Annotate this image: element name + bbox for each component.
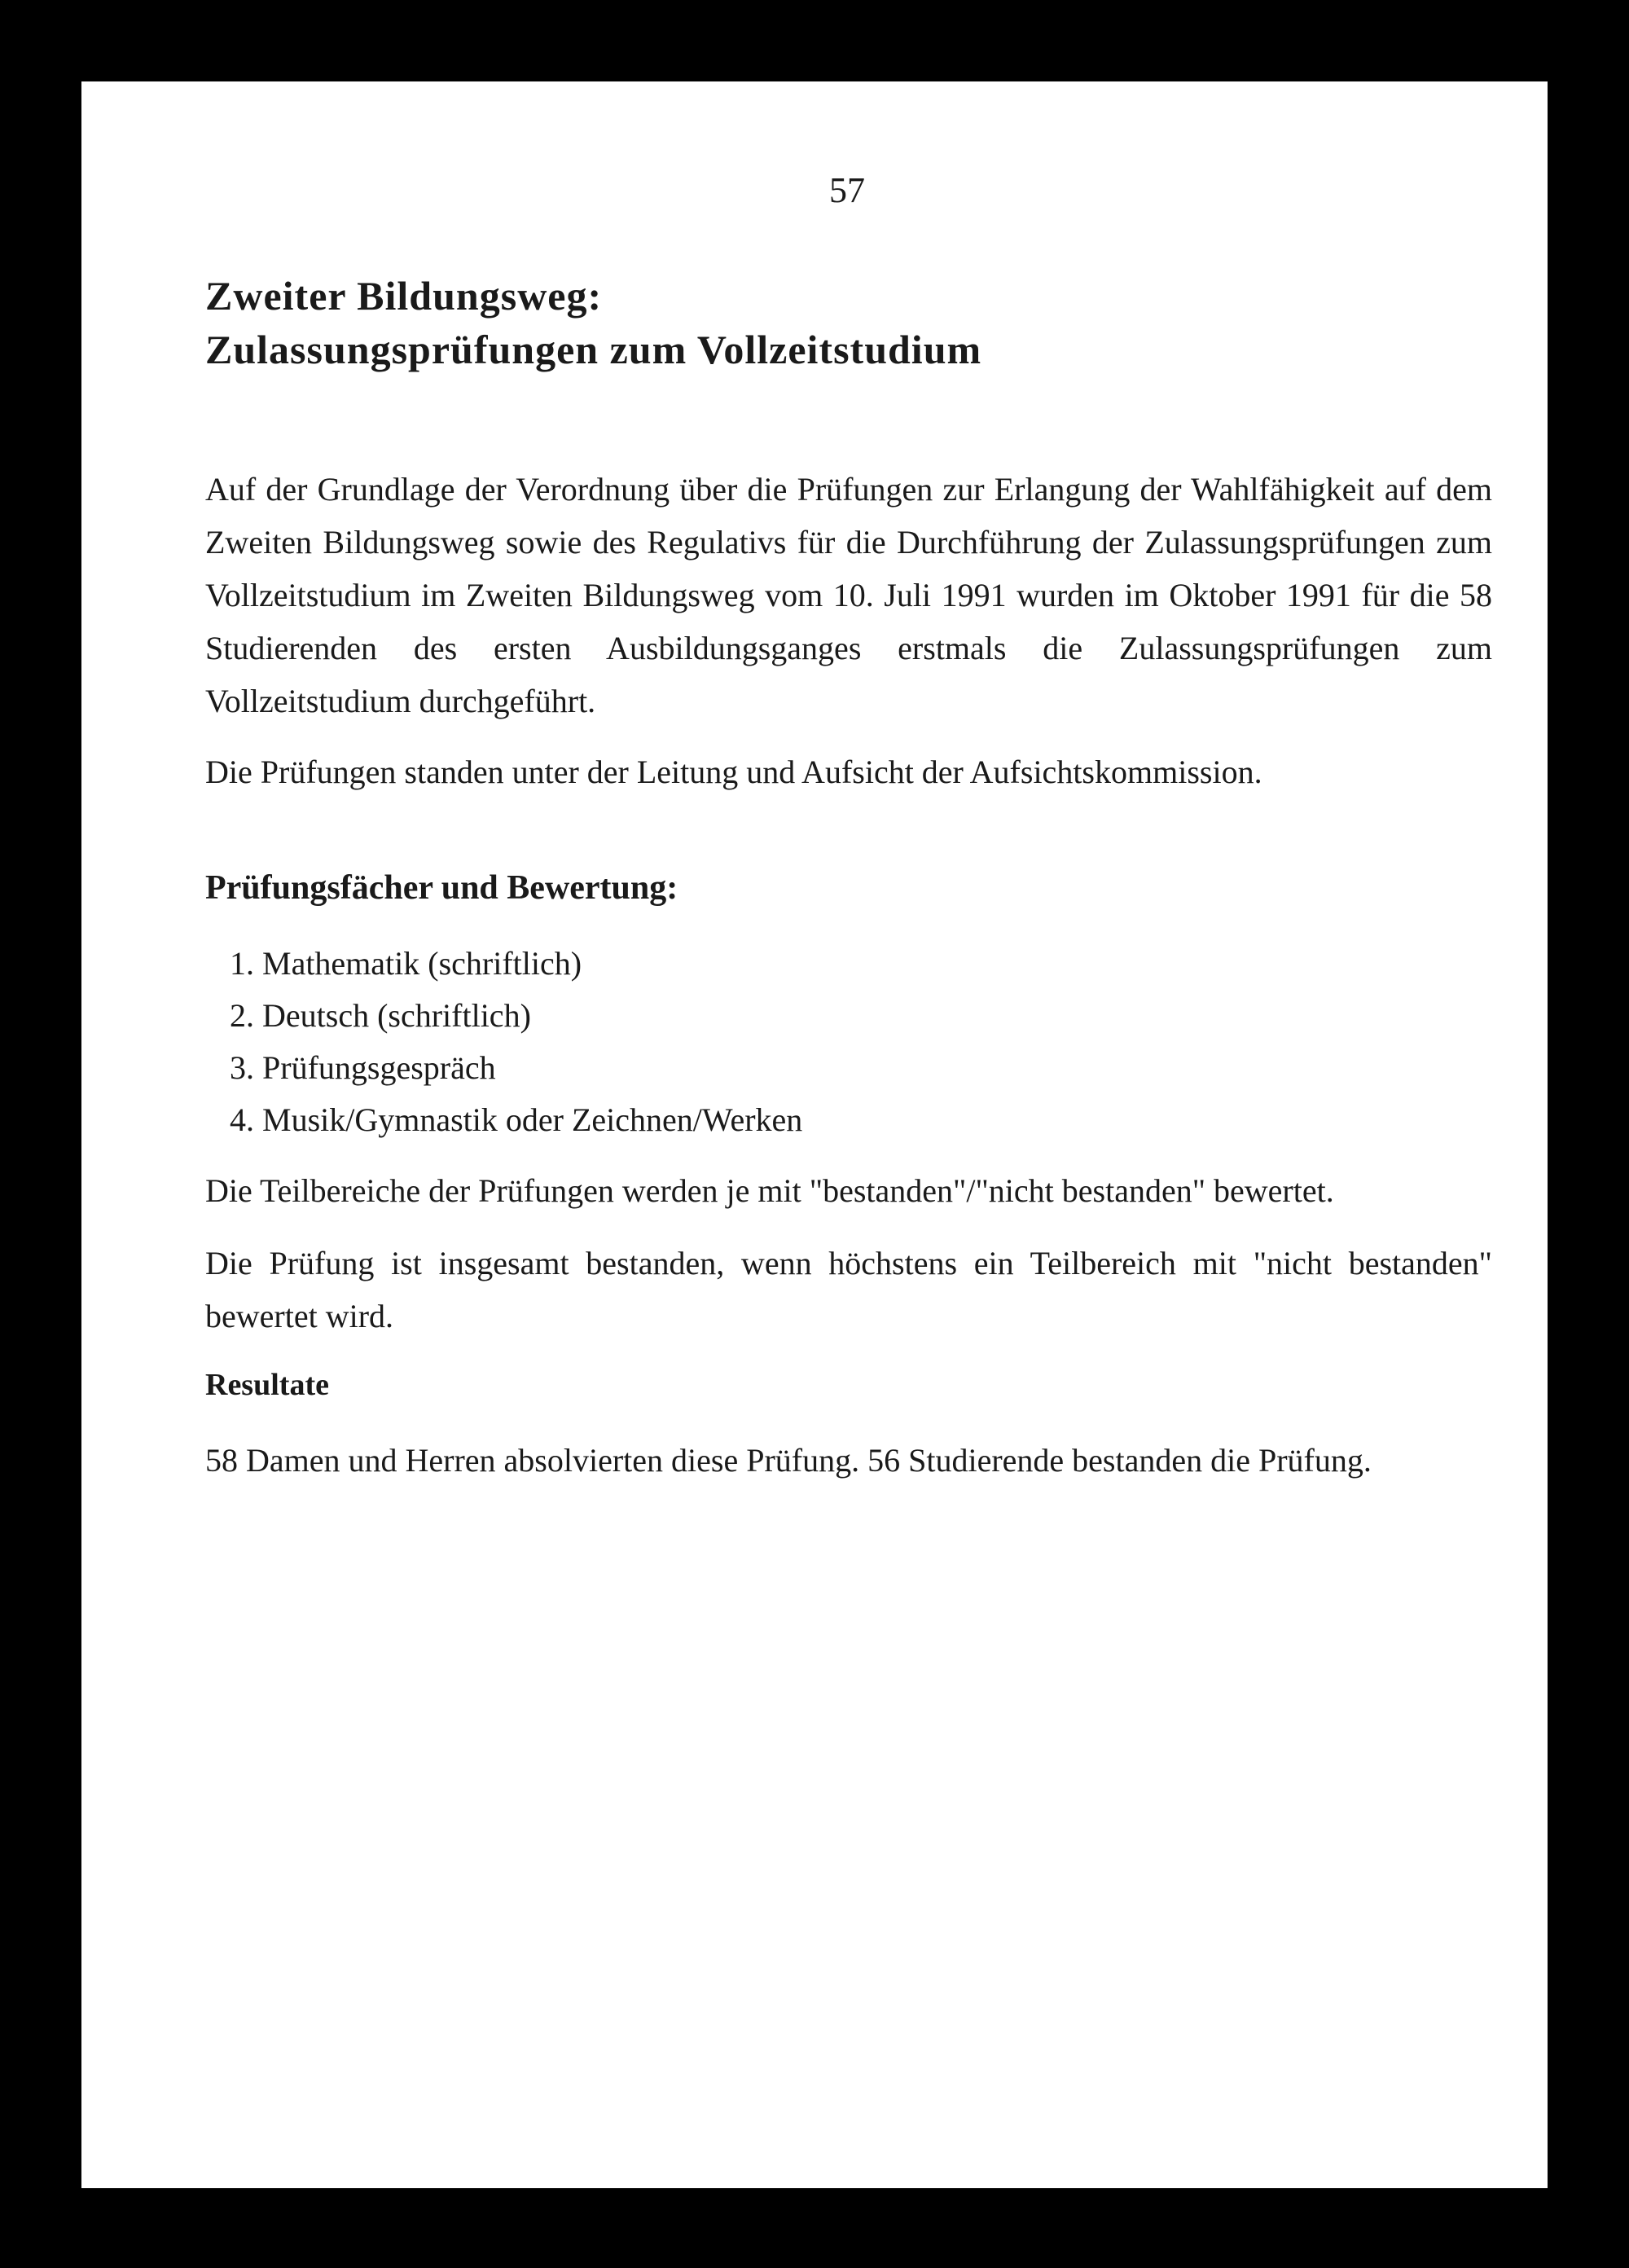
scan-edge-mark xyxy=(77,1721,81,1730)
results-paragraph: 58 Damen und Herren absolvierten diese Prüfung. 56 Studierende bestanden die Prüfung. xyxy=(205,1441,1372,1479)
page-number: 57 xyxy=(829,170,865,210)
title-line-1: Zweiter Bildungsweg: xyxy=(205,273,603,319)
results-heading: Resultate xyxy=(205,1368,329,1403)
subjects-heading: Prüfungsfächer und Bewertung: xyxy=(205,869,678,907)
rating-paragraph: Die Teilbereiche der Prüfungen werden je mit "bestanden"/"nicht bestanden" bewertet. xyxy=(205,1172,1334,1210)
title-line-2: Zulassungsprüfungen zum Vollzeitstudium xyxy=(205,327,982,372)
supervision-paragraph: Die Prüfungen standen unter der Leitung und Aufsicht der Aufsichtskommission. xyxy=(205,754,1262,790)
subject-item: 1. Mathematik (schriftlich) xyxy=(230,945,582,982)
document-page xyxy=(81,81,1548,2188)
subjects-list xyxy=(205,938,1492,1146)
intro-paragraph: Auf der Grundlage der Verordnung über die Prüfungen zur Erlangung der Wahlfähigkeit auf dem Zweiten Bildungsweg sowie des Regulativs für die Durchführung der Zulassungsprüfungen zum Vollzeitstudium im Zweiten Bildungsweg vom 10. Juli 1991 wurden im Oktober 1991 für die 58 Studierenden des ersten Ausbildungsganges erstmals die Zulassungsprüfungen zum Vollzeitstudium durchgeführt. xyxy=(205,471,1492,719)
subject-item: 4. Musik/Gymnastik oder Zeichnen/Werken xyxy=(230,1101,803,1139)
page-content xyxy=(205,269,1492,1487)
subject-item: 2. Deutsch (schriftlich) xyxy=(230,997,531,1035)
page-title xyxy=(205,269,1492,376)
subject-item: 3. Prüfungsgespräch xyxy=(230,1049,496,1087)
passing-paragraph: Die Prüfung ist insgesamt bestanden, wenn höchstens ein Teilbereich mit "nicht bestanden" bewertet wird. xyxy=(205,1245,1492,1335)
